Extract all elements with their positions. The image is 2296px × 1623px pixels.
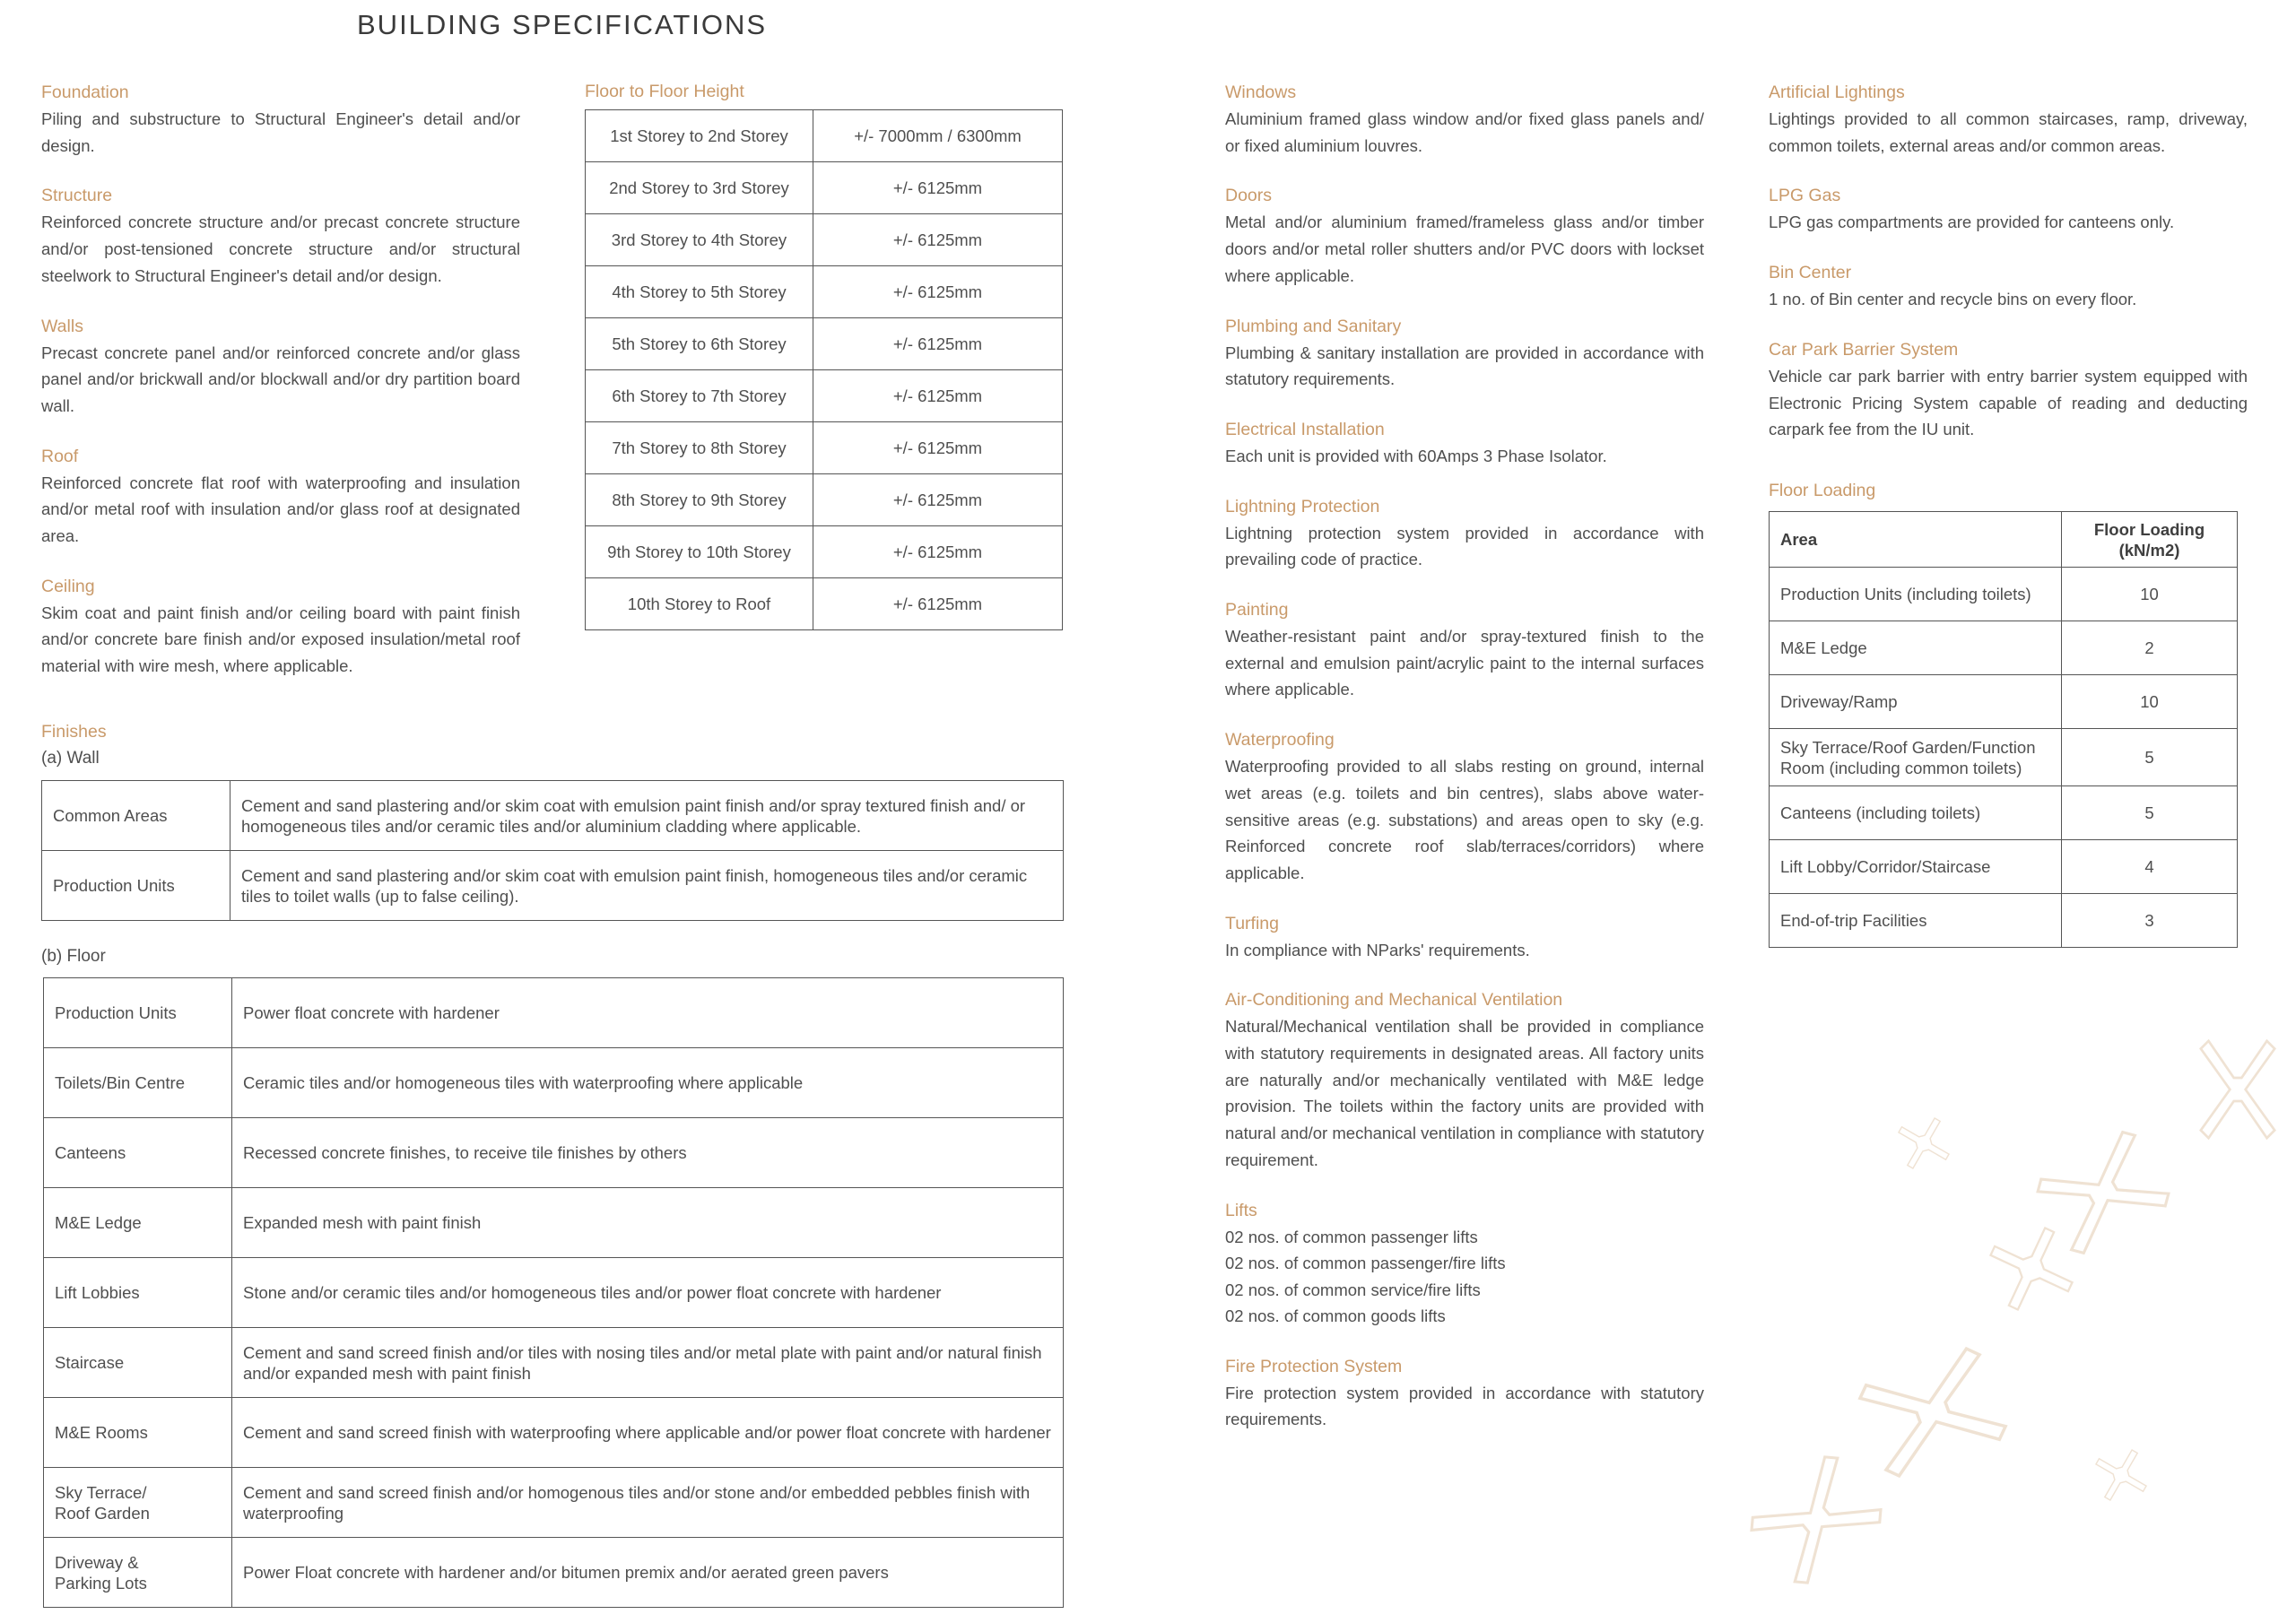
storey-range: 1st Storey to 2nd Storey: [586, 110, 813, 162]
finish-area: Production Units: [44, 978, 232, 1048]
spec-heading: Lightning Protection: [1225, 496, 1380, 516]
finish-area: Toilets/Bin Centre: [44, 1048, 232, 1118]
loading-value: 5: [2062, 786, 2238, 840]
loading-value: 5: [2062, 729, 2238, 786]
spec-body: Skim coat and paint finish and/or ceiling board with paint finish and/or concrete bare finish and/or exposed insulation/metal roof material with wire mesh, where applicable.: [41, 603, 520, 676]
finish-area: Staircase: [44, 1328, 232, 1398]
fire-heading: Fire Protection System: [1225, 1356, 1403, 1376]
finish-area: Canteens: [44, 1118, 232, 1188]
finish-description: Cement and sand screed finish and/or homogenous tiles and/or stone and/or embedded pebbles finish with waterproofing: [232, 1468, 1064, 1538]
spec-heading: Artificial Lightings: [1769, 82, 1905, 102]
spec-body: LPG gas compartments are provided for canteens only.: [1769, 213, 2175, 232]
spec-heading: Plumbing and Sanitary: [1225, 316, 1402, 336]
decor-cross-2: [1887, 1107, 1961, 1181]
finish-description: Power Float concrete with hardener and/or bitumen premix and/or aerated green pavers: [232, 1538, 1064, 1608]
spec-body: Weather-resistant paint and/or spray-textured finish to the external and emulsion paint/acrylic paint to the internal surfaces where applicable.: [1225, 627, 1704, 699]
finish-description: Ceramic tiles and/or homogeneous tiles with waterproofing where applicable: [232, 1048, 1064, 1118]
decor-cross-4: [1975, 1212, 2089, 1326]
decor-cross-3: [2033, 1128, 2173, 1258]
finish-area: M&E Ledge: [44, 1188, 232, 1258]
spec-body: Precast concrete panel and/or reinforced concrete and/or glass panel and/or brickwall and/or blockwall and/or dry partition board wall.: [41, 343, 520, 415]
loading-value: 10: [2062, 675, 2238, 729]
spec-body: Lightings provided to all common staircases, ramp, driveway, common toilets, external areas and/or common areas.: [1769, 109, 2248, 155]
height-value: +/- 6125mm: [813, 526, 1063, 578]
spec-heading: Roof: [41, 446, 79, 466]
finish-description: Recessed concrete finishes, to receive tile finishes by others: [232, 1118, 1064, 1188]
decor-cross-7: [1746, 1451, 1887, 1588]
page-title: BUILDING SPECIFICATIONS: [357, 9, 768, 40]
finish-description: Expanded mesh with paint finish: [232, 1188, 1064, 1258]
spec-body: Lightning protection system provided in accordance with prevailing code of practice.: [1225, 523, 1704, 569]
finish-description: Stone and/or ceramic tiles and/or homogeneous tiles and/or power float concrete with hardener: [232, 1258, 1064, 1328]
loading-value: 10: [2062, 568, 2238, 621]
floor-height-heading: Floor to Floor Height: [585, 82, 744, 101]
finish-description: Cement and sand plastering and/or skim coat with emulsion paint finish and/or spray textured finish and/ or homogeneous tiles and/or ceramic tiles and/or aluminium cladding where applicable.: [230, 781, 1064, 851]
spec-heading: Electrical Installation: [1225, 419, 1385, 439]
spec-body: Piling and substructure to Structural Engineer's detail and/or design.: [41, 109, 520, 155]
spec-heading: Turfing: [1225, 913, 1279, 933]
finishes-floor-label: (b) Floor: [41, 947, 106, 966]
loading-area: M&E Ledge: [1770, 621, 2062, 675]
height-value: +/- 7000mm / 6300mm: [813, 110, 1063, 162]
decor-cross-5: [1857, 1345, 2009, 1480]
spec-heading: Ceiling: [41, 576, 95, 596]
height-value: +/- 6125mm: [813, 422, 1063, 474]
col-area-header: Area: [1770, 512, 2062, 568]
storey-range: 6th Storey to 7th Storey: [586, 370, 813, 422]
finish-description: Cement and sand screed finish and/or tiles with nosing tiles and/or metal plate with paint and/or natural finish and/or expanded mesh with paint finish: [232, 1328, 1064, 1398]
loading-area: Lift Lobby/Corridor/Staircase: [1770, 840, 2062, 894]
storey-range: 3rd Storey to 4th Storey: [586, 214, 813, 266]
lifts-heading: Lifts: [1225, 1200, 1257, 1220]
spec-heading: Waterproofing: [1225, 730, 1335, 751]
spec-body: Waterproofing provided to all slabs resting on ground, internal wet areas (e.g. toilets and bin centres), slabs above water-sensitive areas (e.g. substations) and areas open to sky (e.g. Reinforced concrete roof slab/terraces/corridors) where applicable.: [1225, 757, 1704, 882]
height-value: +/- 6125mm: [813, 162, 1063, 214]
spec-heading: Doors: [1225, 186, 1273, 206]
finish-area: Sky Terrace/ Roof Garden: [44, 1468, 232, 1538]
decor-cross-1: [2201, 1041, 2274, 1138]
storey-range: 10th Storey to Roof: [586, 578, 813, 630]
storey-range: 7th Storey to 8th Storey: [586, 422, 813, 474]
spec-body: Vehicle car park barrier with entry barrier system equipped with Electronic Pricing System capable of reading and deducting carpark fee from the IU unit.: [1769, 366, 2248, 439]
lift-item: 02 nos. of common goods lifts: [1225, 1306, 1446, 1326]
loading-value: 2: [2062, 621, 2238, 675]
spec-heading: Foundation: [41, 82, 129, 102]
lift-item: 02 nos. of common passenger/fire lifts: [1225, 1254, 1506, 1273]
fire-body: Fire protection system provided in accordance with statutory requirements.: [1225, 1383, 1704, 1429]
finish-area: Driveway & Parking Lots: [44, 1538, 232, 1608]
finishes-heading: Finishes: [41, 722, 107, 742]
loading-area: Canteens (including toilets): [1770, 786, 2062, 840]
storey-range: 9th Storey to 10th Storey: [586, 526, 813, 578]
spec-body: Reinforced concrete flat roof with waterproofing and insulation and/or metal roof with insulation and/or glass roof at designated area.: [41, 473, 520, 546]
lift-item: 02 nos. of common service/fire lifts: [1225, 1280, 1481, 1299]
height-value: +/- 6125mm: [813, 370, 1063, 422]
spec-heading: Car Park Barrier System: [1769, 339, 1959, 360]
finishes-wall-label: (a) Wall: [41, 749, 100, 768]
height-value: +/- 6125mm: [813, 214, 1063, 266]
storey-range: 2nd Storey to 3rd Storey: [586, 162, 813, 214]
decor-cross-6: [2084, 1438, 2159, 1513]
spec-body: Reinforced concrete structure and/or precast concrete structure and/or post-tensioned concrete structure and/or structural steelwork to Structural Engineer's detail and/or design.: [41, 213, 520, 285]
finish-description: Cement and sand plastering and/or skim coat with emulsion paint finish, homogeneous tiles and/or ceramic tiles to toilet walls (up to false ceiling).: [230, 851, 1064, 921]
spec-body: In compliance with NParks' requirements.: [1225, 940, 1530, 959]
spec-heading: Walls: [41, 316, 83, 336]
finish-area: Lift Lobbies: [44, 1258, 232, 1328]
height-value: +/- 6125mm: [813, 266, 1063, 318]
spec-heading: LPG Gas: [1769, 186, 1841, 206]
spec-body: Plumbing & sanitary installation are provided in accordance with statutory requirements.: [1225, 343, 1704, 389]
height-value: +/- 6125mm: [813, 474, 1063, 526]
storey-range: 5th Storey to 6th Storey: [586, 318, 813, 370]
storey-range: 4th Storey to 5th Storey: [586, 266, 813, 318]
spec-heading: Structure: [41, 186, 113, 206]
loading-area: Sky Terrace/Roof Garden/Function Room (including common toilets): [1770, 729, 2062, 786]
loading-value: 3: [2062, 894, 2238, 948]
loading-area: Driveway/Ramp: [1770, 675, 2062, 729]
spec-heading: Bin Center: [1769, 263, 1852, 283]
spec-body: 1 no. of Bin center and recycle bins on every floor.: [1769, 290, 2137, 309]
height-value: +/- 6125mm: [813, 318, 1063, 370]
loading-area: Production Units (including toilets): [1770, 568, 2062, 621]
spec-heading: Windows: [1225, 82, 1297, 102]
spec-body: Aluminium framed glass window and/or fixed glass panels and/ or fixed aluminium louvres.: [1225, 109, 1704, 155]
finish-area: M&E Rooms: [44, 1398, 232, 1468]
finish-description: Cement and sand screed finish with waterproofing where applicable and/or power float concrete with hardener: [232, 1398, 1064, 1468]
finish-area: Common Areas: [42, 781, 230, 851]
floor-loading-heading: Floor Loading: [1769, 481, 1876, 500]
spec-body: Natural/Mechanical ventilation shall be provided in compliance with statutory requirements in designated areas. All factory units are naturally and/or mechanically ventilated with M&E ledge provision. The toilets within the factory units are provided with natural and/or mechanical ventilation in compliance with statutory requirement.: [1225, 1017, 1704, 1169]
col-load-header: Floor Loading (kN/m2): [2062, 512, 2238, 568]
storey-range: 8th Storey to 9th Storey: [586, 474, 813, 526]
height-value: +/- 6125mm: [813, 578, 1063, 630]
spec-body: Metal and/or aluminium framed/frameless glass and/or timber doors and/or metal roller shutters and/or PVC doors with lockset where applicable.: [1225, 213, 1704, 285]
spec-heading: Air-Conditioning and Mechanical Ventilation: [1225, 990, 1563, 1011]
loading-area: End-of-trip Facilities: [1770, 894, 2062, 948]
finish-description: Power float concrete with hardener: [232, 978, 1064, 1048]
lift-item: 02 nos. of common passenger lifts: [1225, 1227, 1478, 1246]
finish-area: Production Units: [42, 851, 230, 921]
spec-body: Each unit is provided with 60Amps 3 Phase Isolator.: [1225, 446, 1607, 465]
loading-value: 4: [2062, 840, 2238, 894]
spec-heading: Painting: [1225, 600, 1289, 621]
